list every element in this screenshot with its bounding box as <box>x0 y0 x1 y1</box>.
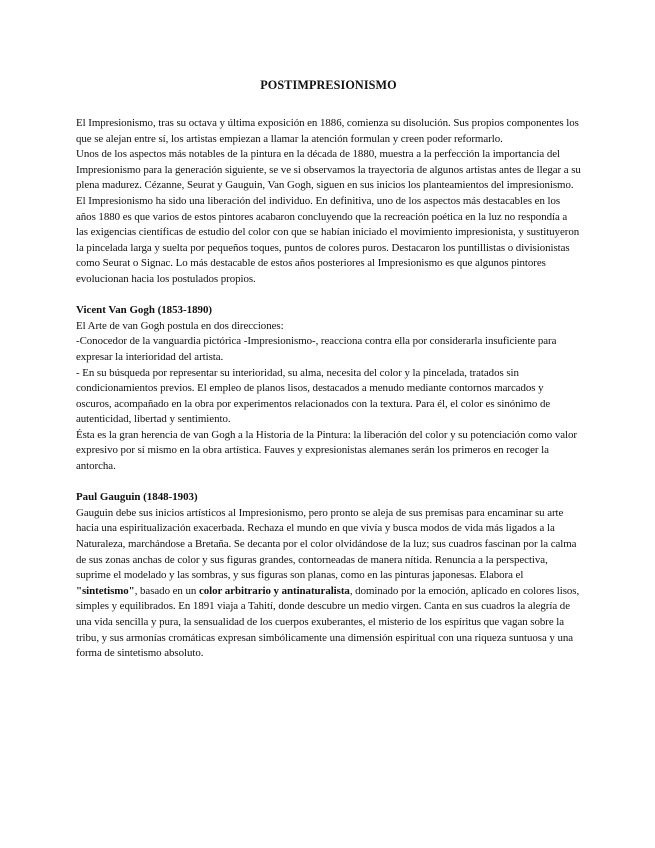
van-gogh-paragraph: - En su búsqueda por representar su interioridad, su alma, necesita del color y la pincelada, tratados sin condicionamientos previos. El empleo de planos lisos, destacados a menudo mediante contornos marcados y oscuros, acompañado en la obra por experimentos relacionados con la textura. Para él, el color es sinónimo de autenticidad, libertad y sentimiento. <box>76 366 551 426</box>
gauguin-text: Gauguin debe sus inicios artísticos al Impresionismo, pero pronto se aleja de sus premisas para encaminar su arte hacia una espiritualización exacerbada. Rechaza el mundo en que vivía y busca modos de vida más ligados a la Naturaleza, marchándose a Bretaña. Se decanta por el color olvidándose de la luz; sus cuadros fascinan por la calma de sus zonas anchas de color y sus figuras grandes, contorneadas de manera nítida. Renuncia a la perspectiva, suprime el modelado y las sombras, y sus figuras son planas, como en las pinturas japonesas. Elabora el <box>76 506 577 582</box>
document-title: POSTIMPRESIONISMO <box>260 78 397 92</box>
gauguin-section <box>76 490 581 662</box>
van-gogh-paragraph: El Arte de van Gogh postula en dos direcciones: <box>76 319 284 332</box>
gauguin-text: , basado en un <box>134 584 199 597</box>
van-gogh-heading: Vicent Van Gogh (1853-1890) <box>76 304 213 317</box>
intro-section <box>76 116 581 288</box>
document-page <box>76 78 581 662</box>
sintetismo-term: "sintetismo" <box>76 584 135 597</box>
intro-paragraph: Unos de los aspectos más notables de la pintura en la década de 1880, muestra a la perfección la importancia del Impresionismo para la generación siguiente, se ve si observamos la trayectoria de algunos artistas antes de llegar a su plena madurez. Cézanne, Seurat y Gauguin, Van Gogh, siguen en sus inicios los planteamientos del impresionismo. <box>76 148 581 192</box>
intro-paragraph: El Impresionismo, tras su octava y última exposición en 1886, comienza su disolución. Sus propios componentes los que se alejan entre sí, los artistas empiezan a llamar la atención formulan y creen poder reformarlo. <box>76 117 579 145</box>
spacer <box>76 288 581 304</box>
gauguin-text: , dominado por la emoción, aplicado en colores lisos, simples y equilibrados. En 1891 viaja a Tahití, donde descubre un medio virgen. Canta en sus cuadros la alegría de una vida sencilla y pura, la sensualidad de los cuerpos exuberantes, el misterio de los espíritus que vagan sobre la tribu, y sus armonías cromáticas expresan simbólicamente una dimensión espiritual con una riqueza suntuosa y una forma de sintetismo absoluto. <box>76 584 580 660</box>
van-gogh-section <box>76 303 581 475</box>
van-gogh-paragraph: Ésta es la gran herencia de van Gogh a la Historia de la Pintura: la liberación del color y su potenciación como valor expresivo por sí mismo en la obra artística. Fauves y expresionistas alemanes serán los primeros en recoger la antorcha. <box>76 428 577 473</box>
van-gogh-paragraph: -Conocedor de la vanguardia pictórica -Impresionismo-, reacciona contra ella por considerarla insuficiente para expresar la interioridad del artista. <box>76 335 557 363</box>
gauguin-paragraph <box>76 506 581 662</box>
color-arbitrario-term: color arbitrario y antinaturalista <box>198 584 350 597</box>
gauguin-heading: Paul Gauguin (1848-1903) <box>76 491 198 504</box>
intro-paragraph: El Impresionismo ha sido una liberación del individuo. En definitiva, uno de los aspectos más destacables en los años 1880 es que varios de estos pintores acabaron concluyendo que la recreación poética en la luz no respondía a las exigencias científicas de estudio del color con que se habían iniciado el movimiento impresionista, y sustituyeron la pincelada larga y suelta por pequeños toques, puntos de colores puros. Destacaron los puntillistas o divisionistas como Seurat o Signac. Lo más destacable de estos años posteriores al Impresionismo es que algunos pintores evolucionan hacia los postulados propios. <box>76 194 580 285</box>
spacer <box>76 475 581 491</box>
